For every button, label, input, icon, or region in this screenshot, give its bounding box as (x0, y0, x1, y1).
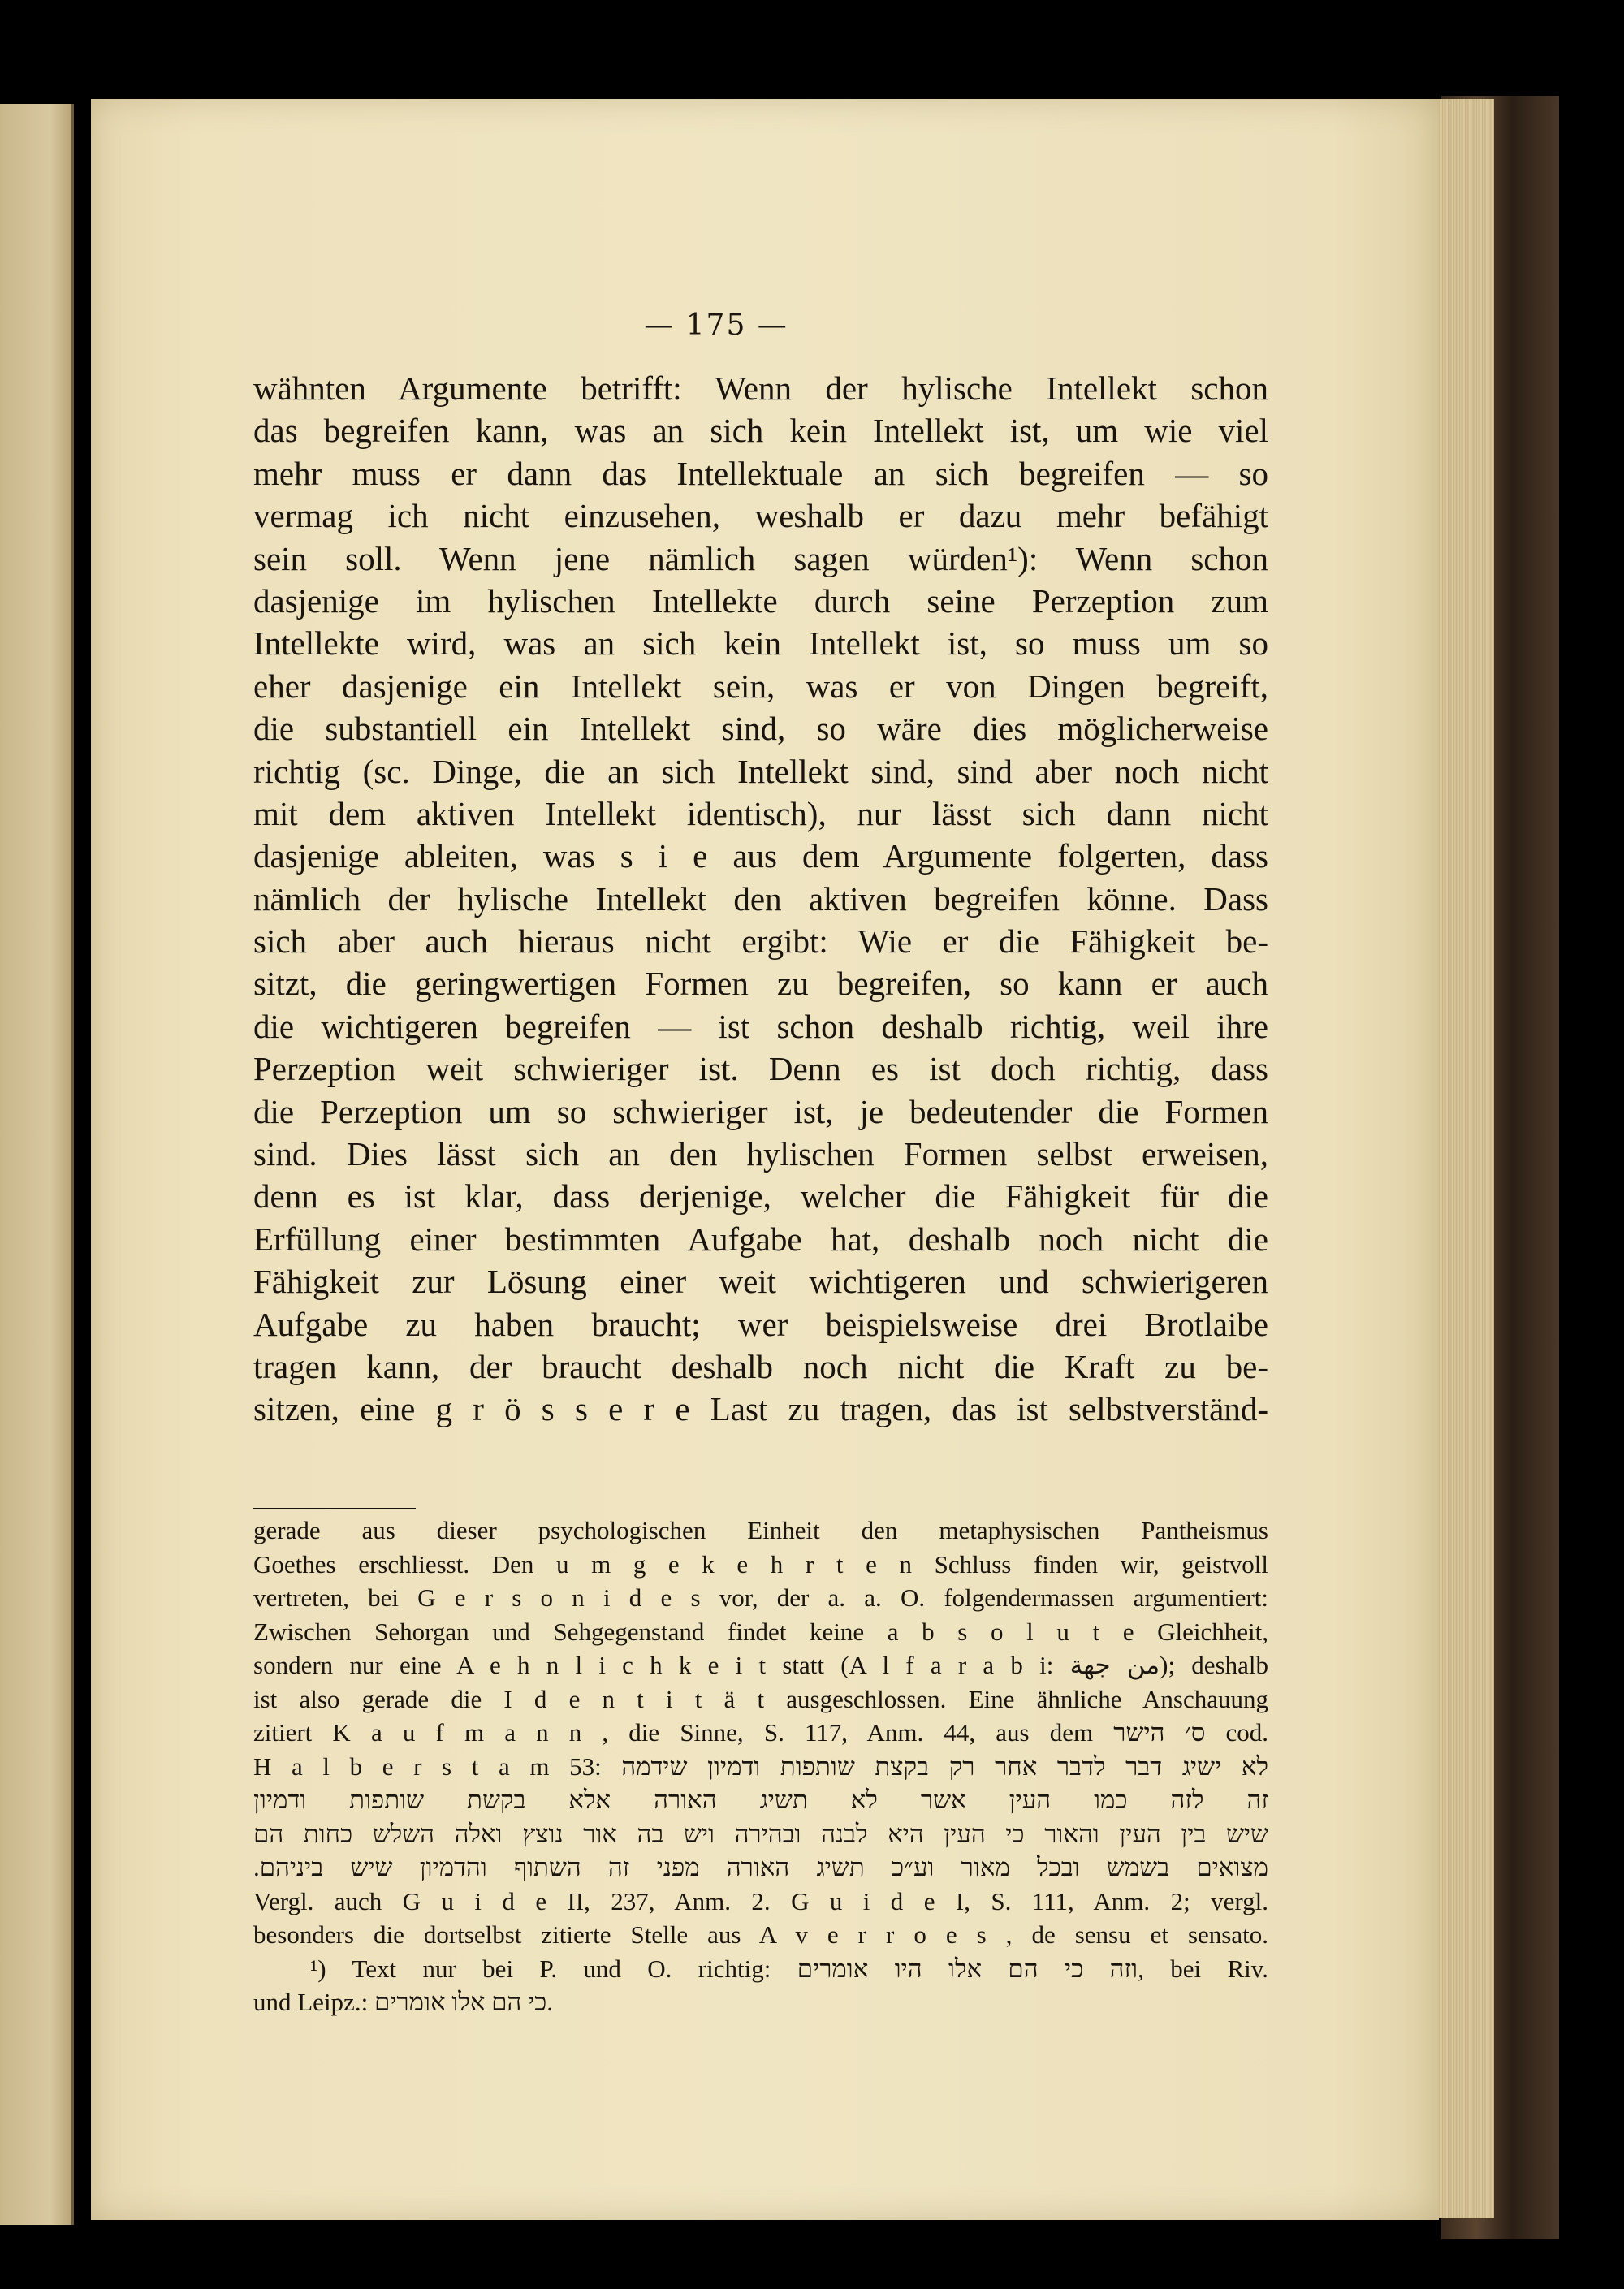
footnote-hebrew-line: זה לזה כמו העין אשר לא תשיג האורה אלא בקשת שותפות ודמיון (253, 1786, 1268, 1814)
footnote-line: Goethes erschliesst. Den u m g e k e h r t e n Schluss finden wir, geistvoll (253, 1549, 1268, 1579)
body-line: sein soll. Wenn jene nämlich sagen würden¹): Wenn schon (253, 539, 1268, 577)
facing-page-edge (0, 104, 74, 2225)
body-line: das begreifen kann, was an sich kein Intellekt ist, um wie viel (253, 412, 1268, 450)
body-line: die Perzeption um so schwieriger ist, je bedeutender die Formen (253, 1092, 1268, 1130)
body-text (253, 367, 1268, 1431)
body-line: denn es ist klar, dass derjenige, welcher die Fähigkeit für die (253, 1177, 1268, 1216)
footnote-line: vertreten, bei G e r s o n i d e s vor, der a. a. O. folgendermassen argumentiert: (253, 1583, 1268, 1612)
footnote-line: Vergl. auch G u i d e II, 237, Anm. 2. G u i d e I, S. 111, Anm. 2; vergl. (253, 1886, 1268, 1915)
footnotes (253, 1514, 1268, 2019)
body-line: dasjenige ableiten, was s i e aus dem Argumente folgerten, dass (253, 837, 1268, 875)
body-line: Fähigkeit zur Lösung einer weit wichtigeren und schwierigeren (253, 1263, 1268, 1301)
footnote-line: H a l b e r s t a m 53: לא ישיג דבר לדבר אחר רק בקצת שותפות ודמיון שידמה (253, 1751, 1268, 1781)
footnote-line: ist also gerade die I d e n t i t ä t ausgeschlossen. Eine ähnliche Anschauung (253, 1684, 1268, 1713)
body-line: dasjenige im hylischen Intellekte durch seine Perzeption zum (253, 581, 1268, 620)
body-line: Perzeption weit schwieriger ist. Denn es ist doch richtig, dass (253, 1050, 1268, 1088)
body-line: wähnten Argumente betrifft: Wenn der hylische Intellekt schon (253, 369, 1268, 407)
footnote-line: und Leipz.: כי הם אלו אומרים. (253, 1988, 554, 2016)
body-line: sitzen, eine g r ö s s e r e Last zu tragen, das ist selbstverständ- (253, 1390, 1268, 1428)
footnote-hebrew-line: שיש בין העין והאור כי העין היא לבנה ובהירה ויש בה אור נוצץ ואלה השלש כחות הם (253, 1819, 1268, 1848)
page-number: — 175 — (644, 309, 788, 342)
footnote-hebrew-line: מצואים בשמש ובכל מאור וע״כ תשיג האורה מפני זה השתוף והדמיון שיש ביניהם. (253, 1853, 1268, 1881)
body-line: vermag ich nicht einzusehen, weshalb er dazu mehr befähigt (253, 497, 1268, 535)
page-block-edges (1437, 99, 1494, 2218)
body-line: mehr muss er dann das Intellektuale an sich begreifen — so (253, 454, 1268, 492)
body-line: sind. Dies lässt sich an den hylischen Formen selbst erweisen, (253, 1135, 1268, 1173)
body-line: tragen kann, der braucht deshalb noch nicht die Kraft zu be- (253, 1347, 1268, 1385)
footnote-line: sondern nur eine A e h n l i c h k e i t statt (A l f a r a b i: من جهة); deshalb (253, 1651, 1268, 1679)
footnote-rule (253, 1508, 416, 1509)
footnote-line: Zwischen Sehorgan und Sehgegenstand findet keine a b s o l u t e Gleichheit, (253, 1617, 1268, 1646)
footnote-1: ¹) Text nur bei P. und O. richtig: וזה כי הם אלו היו אומרים, bei Riv. (310, 1954, 1268, 1983)
body-line: Intellekte wird, was an sich kein Intellekt ist, so muss um so (253, 624, 1268, 663)
footnote-line: besonders die dortselbst zitierte Stelle aus A v e r r o e s , de sensu et sensato. (253, 1920, 1268, 1949)
body-line: eher dasjenige ein Intellekt sein, was er von Dingen begreift, (253, 667, 1268, 705)
footnote-line: zitiert K a u f m a n n , die Sinne, S. 117, Anm. 44, aus dem ס׳ הישר cod. (253, 1718, 1268, 1747)
body-line: nämlich der hylische Intellekt den aktiven begreifen könne. Dass (253, 879, 1268, 918)
body-line: Erfüllung einer bestimmten Aufgabe hat, deshalb noch nicht die (253, 1220, 1268, 1258)
body-line: sitzt, die geringwertigen Formen zu begreifen, so kann er auch (253, 965, 1268, 1003)
body-line: die wichtigeren begreifen — ist schon deshalb richtig, weil ihre (253, 1007, 1268, 1045)
body-line: richtig (sc. Dinge, die an sich Intellekt sind, sind aber noch nicht (253, 752, 1268, 790)
body-line: die substantiell ein Intellekt sind, so wäre dies möglicherweise (253, 710, 1268, 748)
body-line: sich aber auch hieraus nicht ergibt: Wie er die Fähigkeit be- (253, 922, 1268, 961)
book-page (91, 99, 1439, 2220)
body-line: mit dem aktiven Intellekt identisch), nur lässt sich dann nicht (253, 794, 1268, 832)
footnote-line: gerade aus dieser psychologischen Einheit den metaphysischen Pantheismus (253, 1516, 1268, 1544)
body-line: Aufgabe zu haben braucht; wer beispielsweise drei Brotlaibe (253, 1305, 1268, 1343)
